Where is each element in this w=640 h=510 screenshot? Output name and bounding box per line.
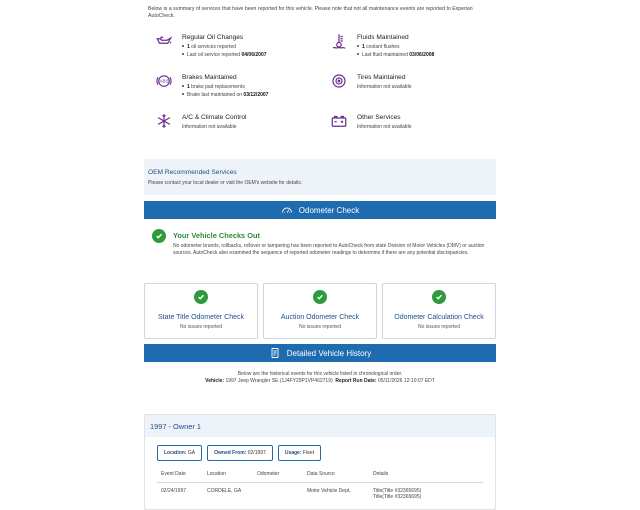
vehicle-checks-out — [144, 219, 496, 283]
service-detail: 1 oil services reported — [182, 44, 267, 52]
column-header: Location — [207, 471, 226, 477]
odometer-check-header — [144, 201, 496, 219]
table-header — [157, 467, 483, 483]
checkmark-icon — [194, 290, 208, 304]
column-header: Event Date — [161, 471, 186, 477]
column-header: Details — [373, 471, 389, 477]
owner-section — [144, 414, 496, 510]
card-status: No issues reported — [418, 324, 460, 330]
auction-odometer-card — [263, 283, 377, 339]
checkmark-icon — [313, 290, 327, 304]
vehicle-history-header — [144, 344, 496, 362]
service-other — [329, 112, 496, 152]
event-details: Title(Title #32365695) Title(Title #32365695) — [373, 488, 422, 500]
column-header: Data Source — [307, 471, 335, 477]
service-fluids — [329, 32, 496, 72]
service-ac — [154, 112, 321, 152]
service-detail: Information not available — [182, 124, 237, 130]
service-title: Regular Oil Changes — [182, 34, 244, 41]
card-title: Odometer Calculation Check — [394, 314, 484, 321]
table-row — [157, 483, 483, 500]
oem-title: OEM Recommended Services — [148, 169, 237, 176]
battery-icon — [329, 112, 349, 132]
history-vehicle-line: Vehicle: 1997 Jeep Wrangler SE (1J4FY29P1VP462719) Report Run Date: 05/11/2026 12:10:07 EDT — [205, 378, 435, 384]
card-title: Auction Odometer Check — [280, 314, 360, 321]
event-date: 02/24/1997 — [161, 488, 187, 494]
service-detail: 1 coolant flushes — [357, 44, 434, 52]
oem-recommended-section — [144, 159, 496, 195]
usage-pill: Usage: Fleet — [278, 445, 321, 461]
services-intro: Below is a summary of services that have been reported for this vehicle. Please note that not all maintenance events are reported to Experian AutoCheck. — [148, 6, 473, 19]
service-brakes — [154, 72, 321, 112]
card-status: No issues reported — [180, 324, 222, 330]
service-title: A/C & Climate Control — [182, 114, 247, 121]
event-source: Motor Vehicle Dept. — [307, 488, 351, 494]
event-location: CORDELE, GA — [207, 488, 242, 494]
history-intro — [144, 362, 496, 404]
service-detail: Brake last maintained on 03/12/2007 — [182, 92, 268, 100]
odometer-check-cards — [144, 283, 496, 339]
service-title: Other Services — [357, 114, 401, 121]
location-pill: Location: GA — [157, 445, 202, 461]
vehicle-history-title: Detailed Vehicle History — [286, 348, 372, 358]
owner-pills — [145, 437, 495, 461]
event-odometer — [257, 488, 307, 500]
services-grid — [144, 20, 496, 152]
tire-icon — [329, 72, 349, 92]
service-detail: Information not available — [357, 124, 412, 130]
history-table — [157, 467, 483, 500]
checkmark-icon — [432, 290, 446, 304]
service-oil-changes — [154, 32, 321, 72]
card-status: No issues reported — [299, 324, 341, 330]
odometer-check-title: Odometer Check — [298, 205, 360, 215]
svg-text:ABS: ABS — [159, 78, 169, 84]
service-detail: 1 brake pad replacements — [182, 84, 268, 92]
column-header: Odometer — [257, 471, 280, 477]
checkmark-icon — [152, 229, 166, 243]
owned-from-pill: Owned From: 02/1997 — [207, 445, 273, 461]
owner-title: 1997 - Owner 1 — [145, 415, 495, 437]
report-page — [144, 0, 496, 500]
service-title: Fluids Maintained — [357, 34, 409, 41]
history-intro-text: Below are the historical events for this vehicle listed in chronological order. — [237, 371, 403, 377]
card-title: State Title Odometer Check — [158, 314, 244, 321]
checks-out-title: Your Vehicle Checks Out — [173, 231, 260, 240]
service-detail: Information not available — [357, 84, 412, 90]
odometer-calculation-card — [382, 283, 496, 339]
service-tires — [329, 72, 496, 112]
oem-text: Please contact your local dealer or visit the OEM's website for details. — [148, 180, 303, 186]
checks-out-text: No odometer brands, rollbacks, rollover or tampering has been reported to AutoCheck from state Division of Motor Vehicles (DMV) or auction sources. AutoCheck also examined the sequence of reported odometer readings to determine if there are any potential discrepancies. — [173, 243, 485, 257]
service-title: Tires Maintained — [357, 74, 406, 81]
service-detail: Last oil service reported 04/06/2007 — [182, 52, 267, 60]
abs-brake-icon — [154, 72, 174, 92]
service-title: Brakes Maintained — [182, 74, 237, 81]
oil-can-icon — [154, 32, 174, 52]
thermometer-icon — [329, 32, 349, 52]
state-title-odometer-card — [144, 283, 258, 339]
document-icon — [269, 347, 281, 359]
service-detail: Last fluid maintained 03/06/2008 — [357, 52, 434, 60]
speedometer-icon — [281, 204, 293, 216]
snowflake-icon — [154, 112, 174, 132]
